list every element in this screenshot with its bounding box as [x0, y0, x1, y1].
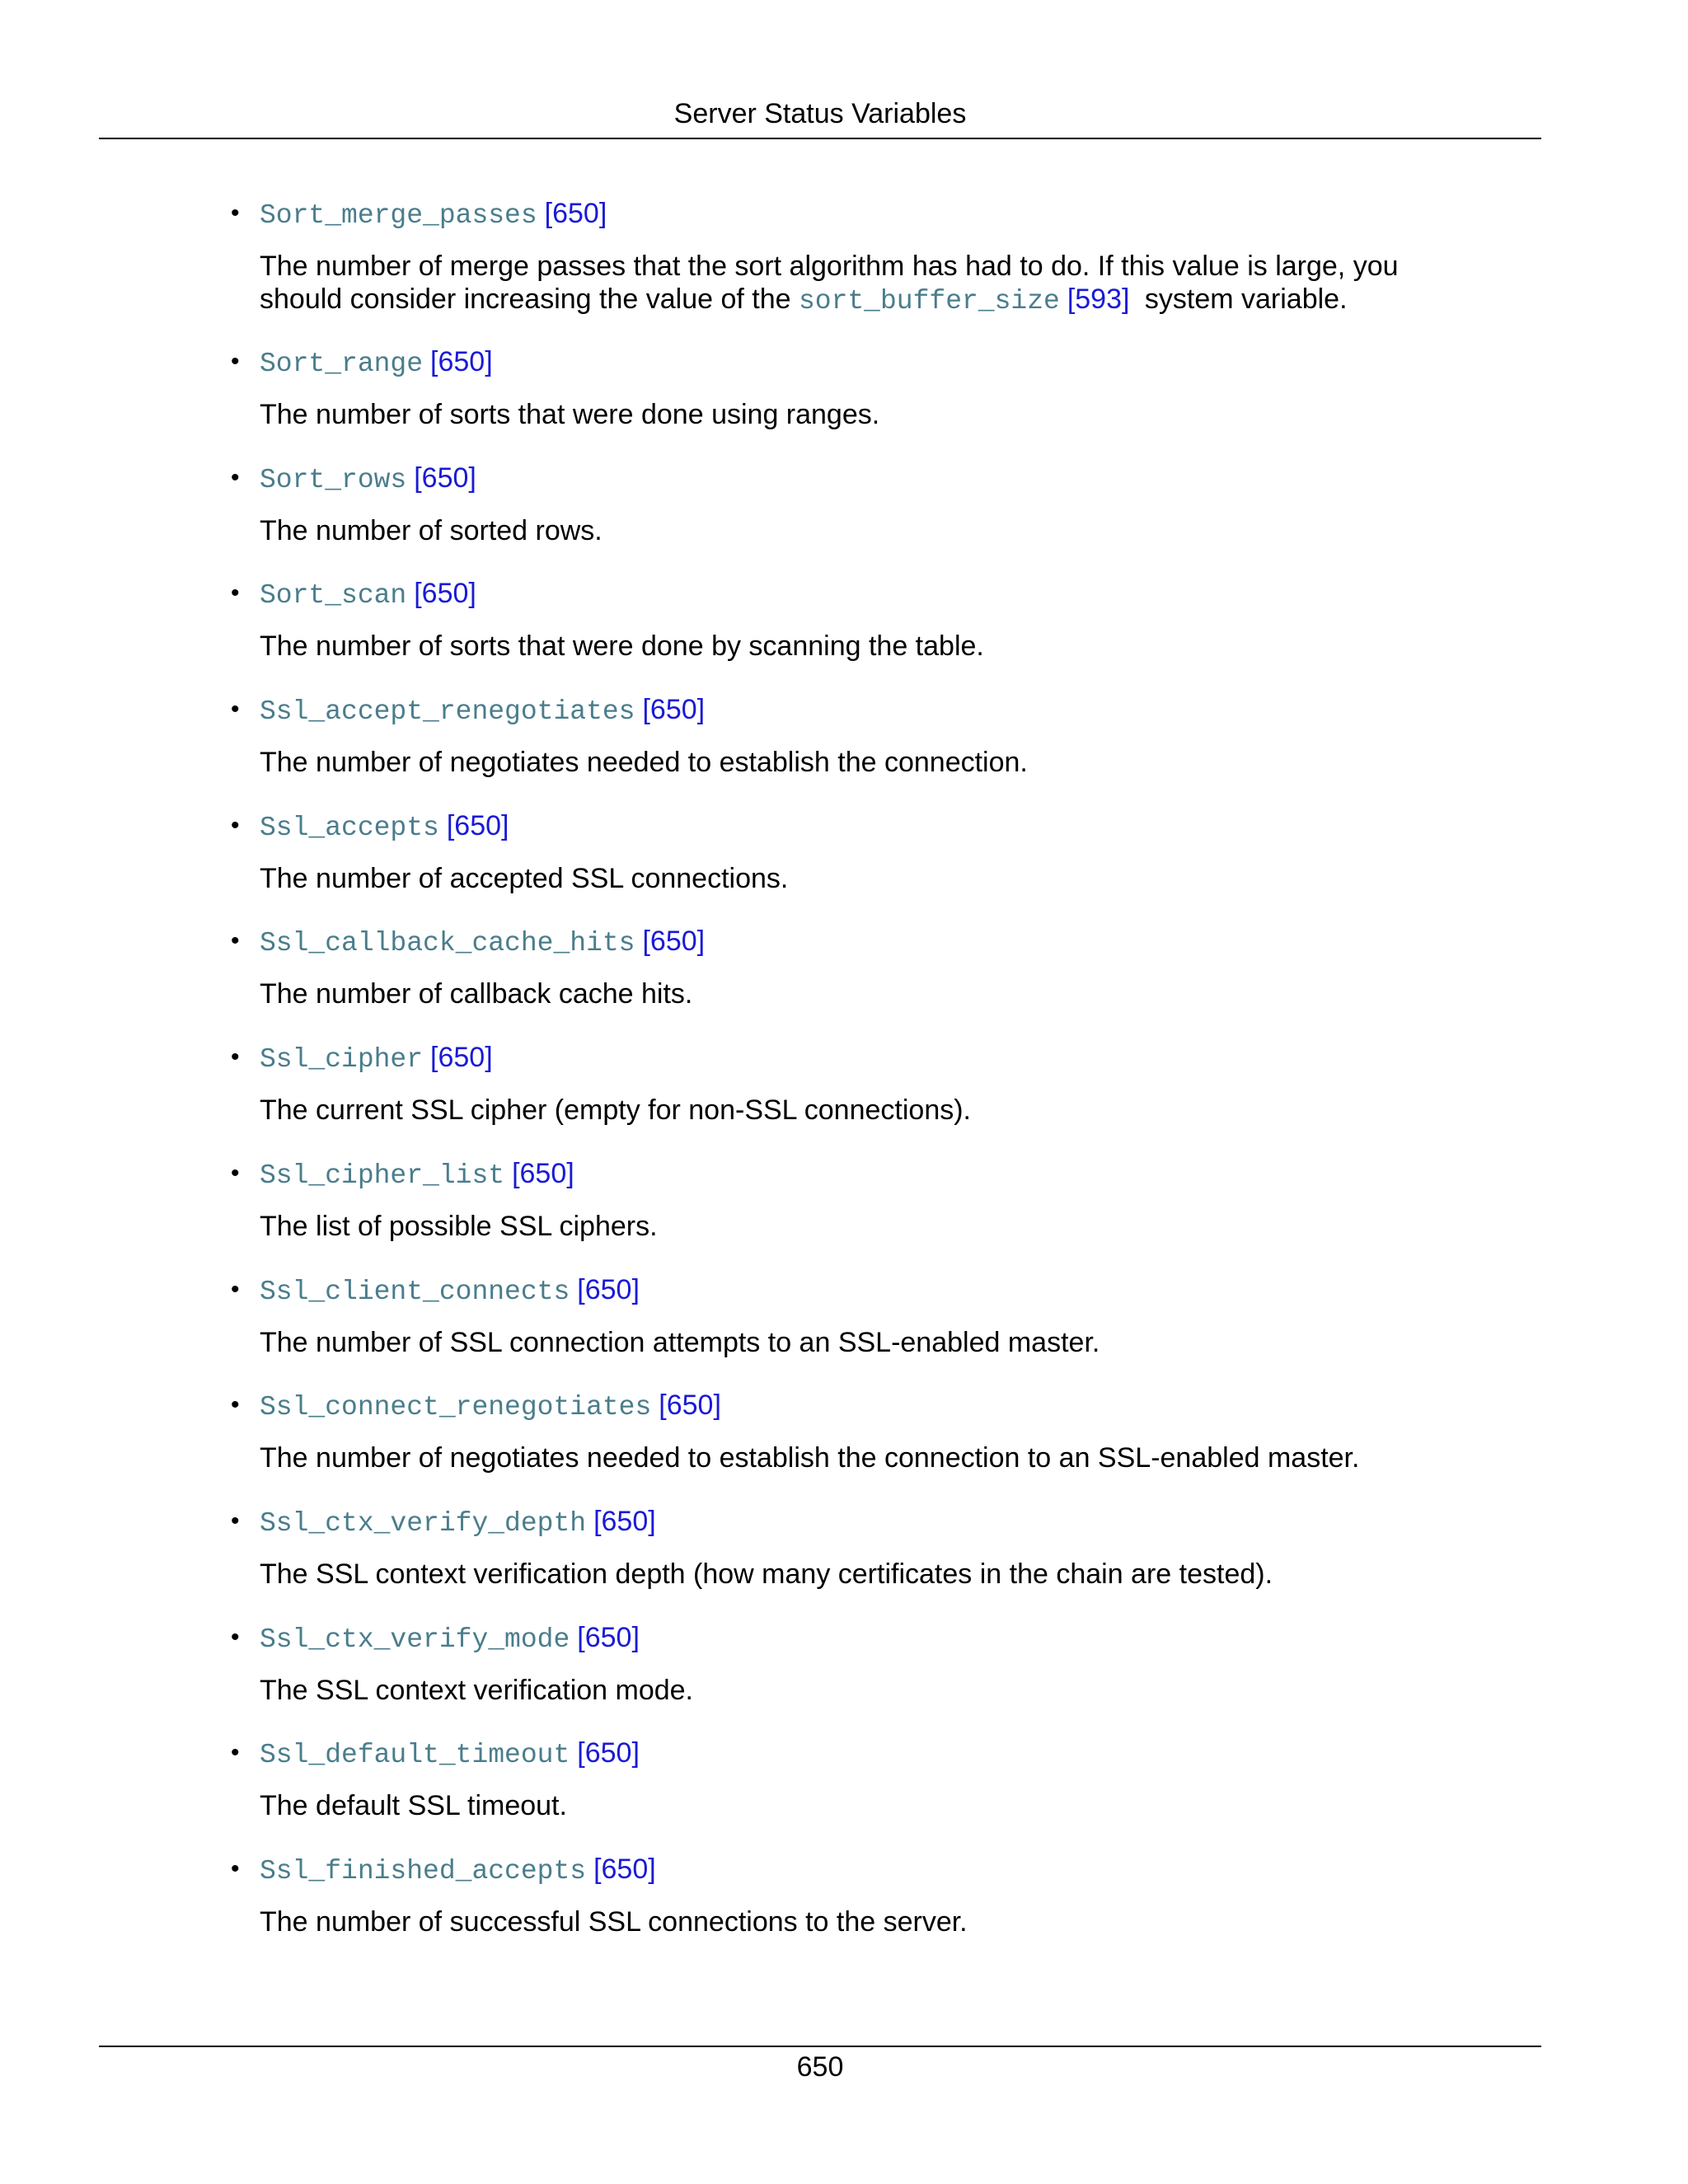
list-item	[0, 921, 1688, 1038]
variable-description: The number of negotiates needed to establish the connection to an SSL-enabled master.	[260, 1442, 1360, 1474]
bullet-icon: •	[231, 1739, 240, 1767]
variable-link[interactable]: Ssl_accept_renegotiates	[260, 696, 635, 728]
page-reference-link[interactable]: [650]	[642, 694, 706, 726]
page-reference-link[interactable]: [650]	[544, 198, 607, 229]
description-text: The number of merge passes that the sort algorithm has had to do. If this value is large, you should consider increasing the value of the	[260, 251, 1399, 315]
list-item	[0, 1618, 1688, 1734]
page-reference-link[interactable]: [650]	[577, 1737, 640, 1769]
page-reference-link[interactable]: [650]	[414, 578, 476, 610]
page-reference-link[interactable]: [650]	[430, 1042, 493, 1074]
term-line	[260, 1618, 640, 1657]
inline-variable-link[interactable]: sort_buffer_size	[798, 286, 1060, 316]
term-line	[260, 690, 705, 729]
term-line	[260, 1502, 656, 1541]
bullet-icon: •	[231, 1507, 240, 1535]
variable-description: The number of SSL connection attempts to an SSL-enabled master.	[260, 1326, 1100, 1358]
bullet-icon: •	[231, 1623, 240, 1651]
term-line	[260, 574, 476, 613]
variable-description: The current SSL cipher (empty for non-SSL connections).	[260, 1094, 971, 1127]
list-item	[0, 1502, 1688, 1618]
bullet-icon: •	[231, 1854, 240, 1882]
page-reference-link[interactable]: [650]	[642, 926, 706, 958]
page-number: 650	[796, 2051, 844, 2083]
list-item	[0, 1154, 1688, 1270]
variable-description: The number of sorts that were done using ranges.	[260, 399, 880, 430]
term-line	[260, 1270, 640, 1310]
term-line	[260, 342, 493, 382]
list-item	[0, 1038, 1688, 1154]
term-line	[260, 1038, 493, 1077]
page-reference-link[interactable]: [650]	[659, 1390, 721, 1422]
list-item	[0, 1270, 1688, 1386]
list-item	[0, 458, 1688, 574]
term-line	[260, 806, 509, 846]
page-reference-link[interactable]: [650]	[414, 462, 476, 494]
variable-link[interactable]: Ssl_ctx_verify_mode	[260, 1624, 570, 1655]
variable-link[interactable]: Sort_rows	[260, 464, 407, 495]
bullet-icon: •	[231, 1159, 240, 1187]
variable-link[interactable]: Ssl_default_timeout	[260, 1740, 570, 1771]
variable-description: The number of negotiates needed to establish the connection.	[260, 747, 1028, 779]
variable-description: The SSL context verification depth (how many certificates in the chain are tested).	[260, 1558, 1273, 1590]
bullet-icon: •	[231, 927, 240, 955]
variable-link[interactable]: Ssl_finished_accepts	[260, 1855, 587, 1886]
bullet-icon: •	[231, 348, 240, 375]
page-reference-link[interactable]: [650]	[577, 1621, 640, 1653]
list-item	[0, 806, 1688, 922]
status-variable-list	[0, 194, 1688, 1966]
page-reference-link[interactable]: [650]	[446, 809, 509, 841]
list-item	[0, 574, 1688, 690]
variable-link[interactable]: Sort_scan	[260, 580, 407, 612]
term-line	[260, 458, 476, 498]
page-reference-link[interactable]: [650]	[593, 1853, 656, 1885]
bullet-icon: •	[231, 1043, 240, 1071]
page-reference-link[interactable]: [650]	[577, 1273, 640, 1305]
bullet-icon: •	[231, 1275, 240, 1303]
term-line	[260, 1733, 640, 1773]
list-item	[0, 194, 1688, 342]
variable-description: The number of sorted rows.	[260, 514, 603, 546]
list-item	[0, 342, 1688, 458]
page-reference-link[interactable]: [650]	[430, 346, 493, 377]
variable-link[interactable]: Ssl_client_connects	[260, 1276, 570, 1307]
bullet-icon: •	[231, 199, 240, 227]
term-line	[260, 921, 705, 961]
list-item	[0, 1385, 1688, 1502]
term-line	[260, 194, 607, 233]
variable-description: The SSL context verification mode.	[260, 1674, 694, 1706]
term-line	[260, 1849, 656, 1889]
bullet-icon: •	[231, 1391, 240, 1419]
page-reference-link[interactable]: [650]	[512, 1157, 574, 1189]
variable-description: The default SSL timeout.	[260, 1790, 567, 1822]
variable-link[interactable]: Ssl_accepts	[260, 812, 439, 843]
variable-link[interactable]: Ssl_callback_cache_hits	[260, 928, 635, 959]
variable-description: The list of possible SSL ciphers.	[260, 1210, 658, 1242]
list-item	[0, 690, 1688, 806]
bullet-icon: •	[231, 463, 240, 491]
bullet-icon: •	[231, 811, 240, 839]
page-header-title: Server Status Variables	[673, 98, 967, 129]
header-divider	[99, 138, 1541, 139]
variable-description: The number of successful SSL connections to the server.	[260, 1905, 968, 1938]
term-line	[260, 1385, 721, 1425]
list-item	[0, 1849, 1688, 1966]
variable-description: The number of sorts that were done by scanning the table.	[260, 630, 984, 663]
variable-link[interactable]: Ssl_ctx_verify_depth	[260, 1507, 587, 1539]
variable-link[interactable]: Sort_range	[260, 349, 424, 379]
variable-description	[260, 250, 1479, 318]
variable-link[interactable]: Ssl_cipher_list	[260, 1160, 505, 1191]
description-text: system variable.	[1137, 284, 1348, 315]
term-line	[260, 1154, 574, 1193]
inline-page-reference-link[interactable]: [593]	[1067, 284, 1130, 315]
variable-link[interactable]: Ssl_connect_renegotiates	[260, 1392, 652, 1423]
list-item	[0, 1733, 1688, 1849]
bullet-icon: •	[231, 696, 240, 724]
bullet-icon: •	[231, 579, 240, 607]
footer-divider	[99, 2046, 1541, 2047]
page-reference-link[interactable]: [650]	[593, 1505, 656, 1537]
variable-description: The number of accepted SSL connections.	[260, 862, 789, 894]
variable-description: The number of callback cache hits.	[260, 978, 693, 1010]
variable-link[interactable]: Sort_merge_passes	[260, 200, 537, 231]
variable-link[interactable]: Ssl_cipher	[260, 1044, 424, 1076]
